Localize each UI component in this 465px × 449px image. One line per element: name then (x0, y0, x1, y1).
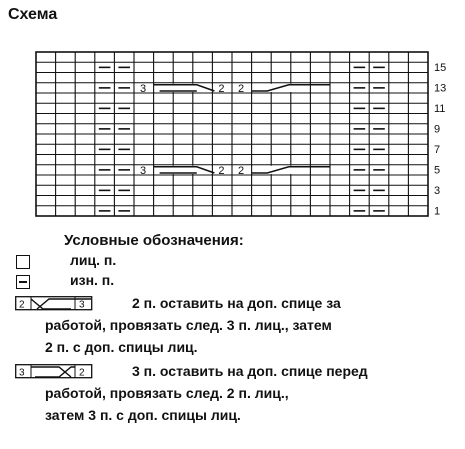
knit-symbol (16, 255, 30, 269)
row-number: 7 (434, 144, 441, 156)
cable-left-desc-3: затем 3 п. с доп. спицы лиц. (45, 407, 241, 423)
legend-title: Условные обозначения: (64, 232, 244, 249)
row-number: 3 (434, 185, 441, 197)
cable-left-desc-2: работой, провязать след. 2 п. лиц., (45, 385, 289, 401)
knit-label: лиц. п. (70, 252, 117, 268)
cable-label-2: 2 (238, 83, 245, 95)
purl-symbol (16, 275, 30, 289)
cable-right-desc-1: 2 п. оставить на доп. спице за (132, 295, 341, 311)
cable-left-symbol (15, 364, 95, 379)
cable-right-label-3: 3 (79, 299, 85, 311)
cable-right-desc-2: работой, провязать след. 3 п. лиц., затем (45, 317, 332, 333)
row-number: 11 (434, 103, 446, 115)
row-number: 5 (434, 164, 441, 177)
row-number: 1 (434, 205, 441, 218)
row-number: 15 (434, 62, 447, 74)
cable-label-2: 2 (218, 83, 225, 95)
row-number: 13 (434, 82, 447, 95)
cable-right-symbol (15, 296, 95, 311)
cable-label-2: 2 (238, 165, 245, 177)
cable-label-2: 2 (218, 165, 225, 177)
page-title: Схема (8, 6, 58, 23)
cable-right-label-2: 2 (19, 299, 25, 311)
cable-left-desc-1: 3 п. оставить на доп. спице перед (132, 363, 368, 379)
cable-left-label-2: 2 (79, 367, 85, 379)
purl-label: изн. п. (70, 272, 115, 288)
row-number: 9 (434, 123, 441, 136)
cable-right-desc-3: 2 п. с доп. спицы лиц. (45, 339, 198, 355)
cable-label-3: 3 (140, 165, 147, 177)
cable-left-label-3: 3 (19, 367, 25, 379)
cable-label-3: 3 (140, 83, 147, 95)
